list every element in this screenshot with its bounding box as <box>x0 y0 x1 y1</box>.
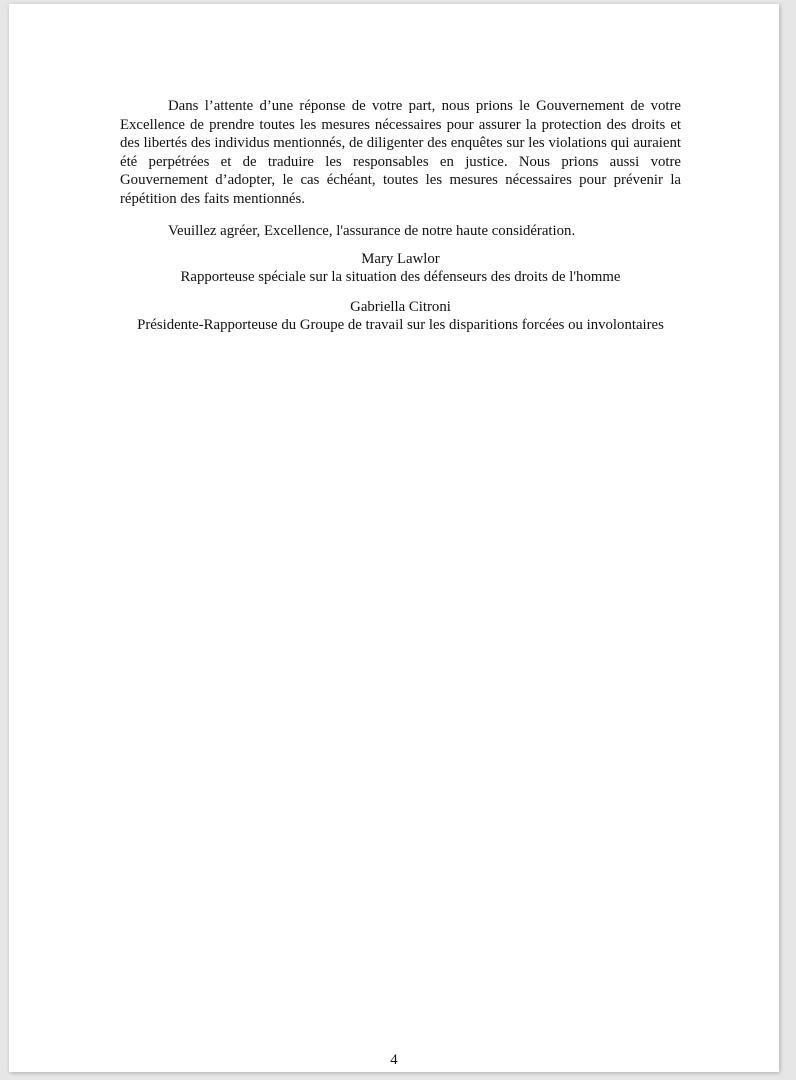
salutation-line: Veuillez agréer, Excellence, l'assurance de notre haute considération. <box>168 223 576 239</box>
signatory-title: Rapporteuse spéciale sur la situation des défenseurs des droits de l'homme <box>180 269 621 285</box>
signatory-name: Gabriella Citroni <box>350 298 451 315</box>
signatory-name: Mary Lawlor <box>361 250 440 267</box>
document-page <box>9 4 779 1072</box>
signatory-title: Présidente-Rapporteuse du Groupe de travail sur les disparitions forcées ou involontaires <box>137 317 664 333</box>
closing-paragraph: Dans l’attente d’une réponse de votre part, nous prions le Gouvernement de votre Excellence de prendre toutes les mesures nécessaires pour assurer la protection des droits et des libertés des individus mentionnés, de diligenter des enquêtes sur les violations qui auraient été perpétrées et de traduire les responsables en justice. Nous prions aussi votre Gouvernement d’adopter, le cas échéant, toutes les mesures nécessaires pour prévenir la répétition des faits mentionnés. <box>120 98 681 207</box>
letter-body <box>120 97 681 335</box>
signature-block-2 <box>120 298 681 335</box>
signature-block-1 <box>120 250 681 287</box>
page-number: 4 <box>390 1052 398 1068</box>
